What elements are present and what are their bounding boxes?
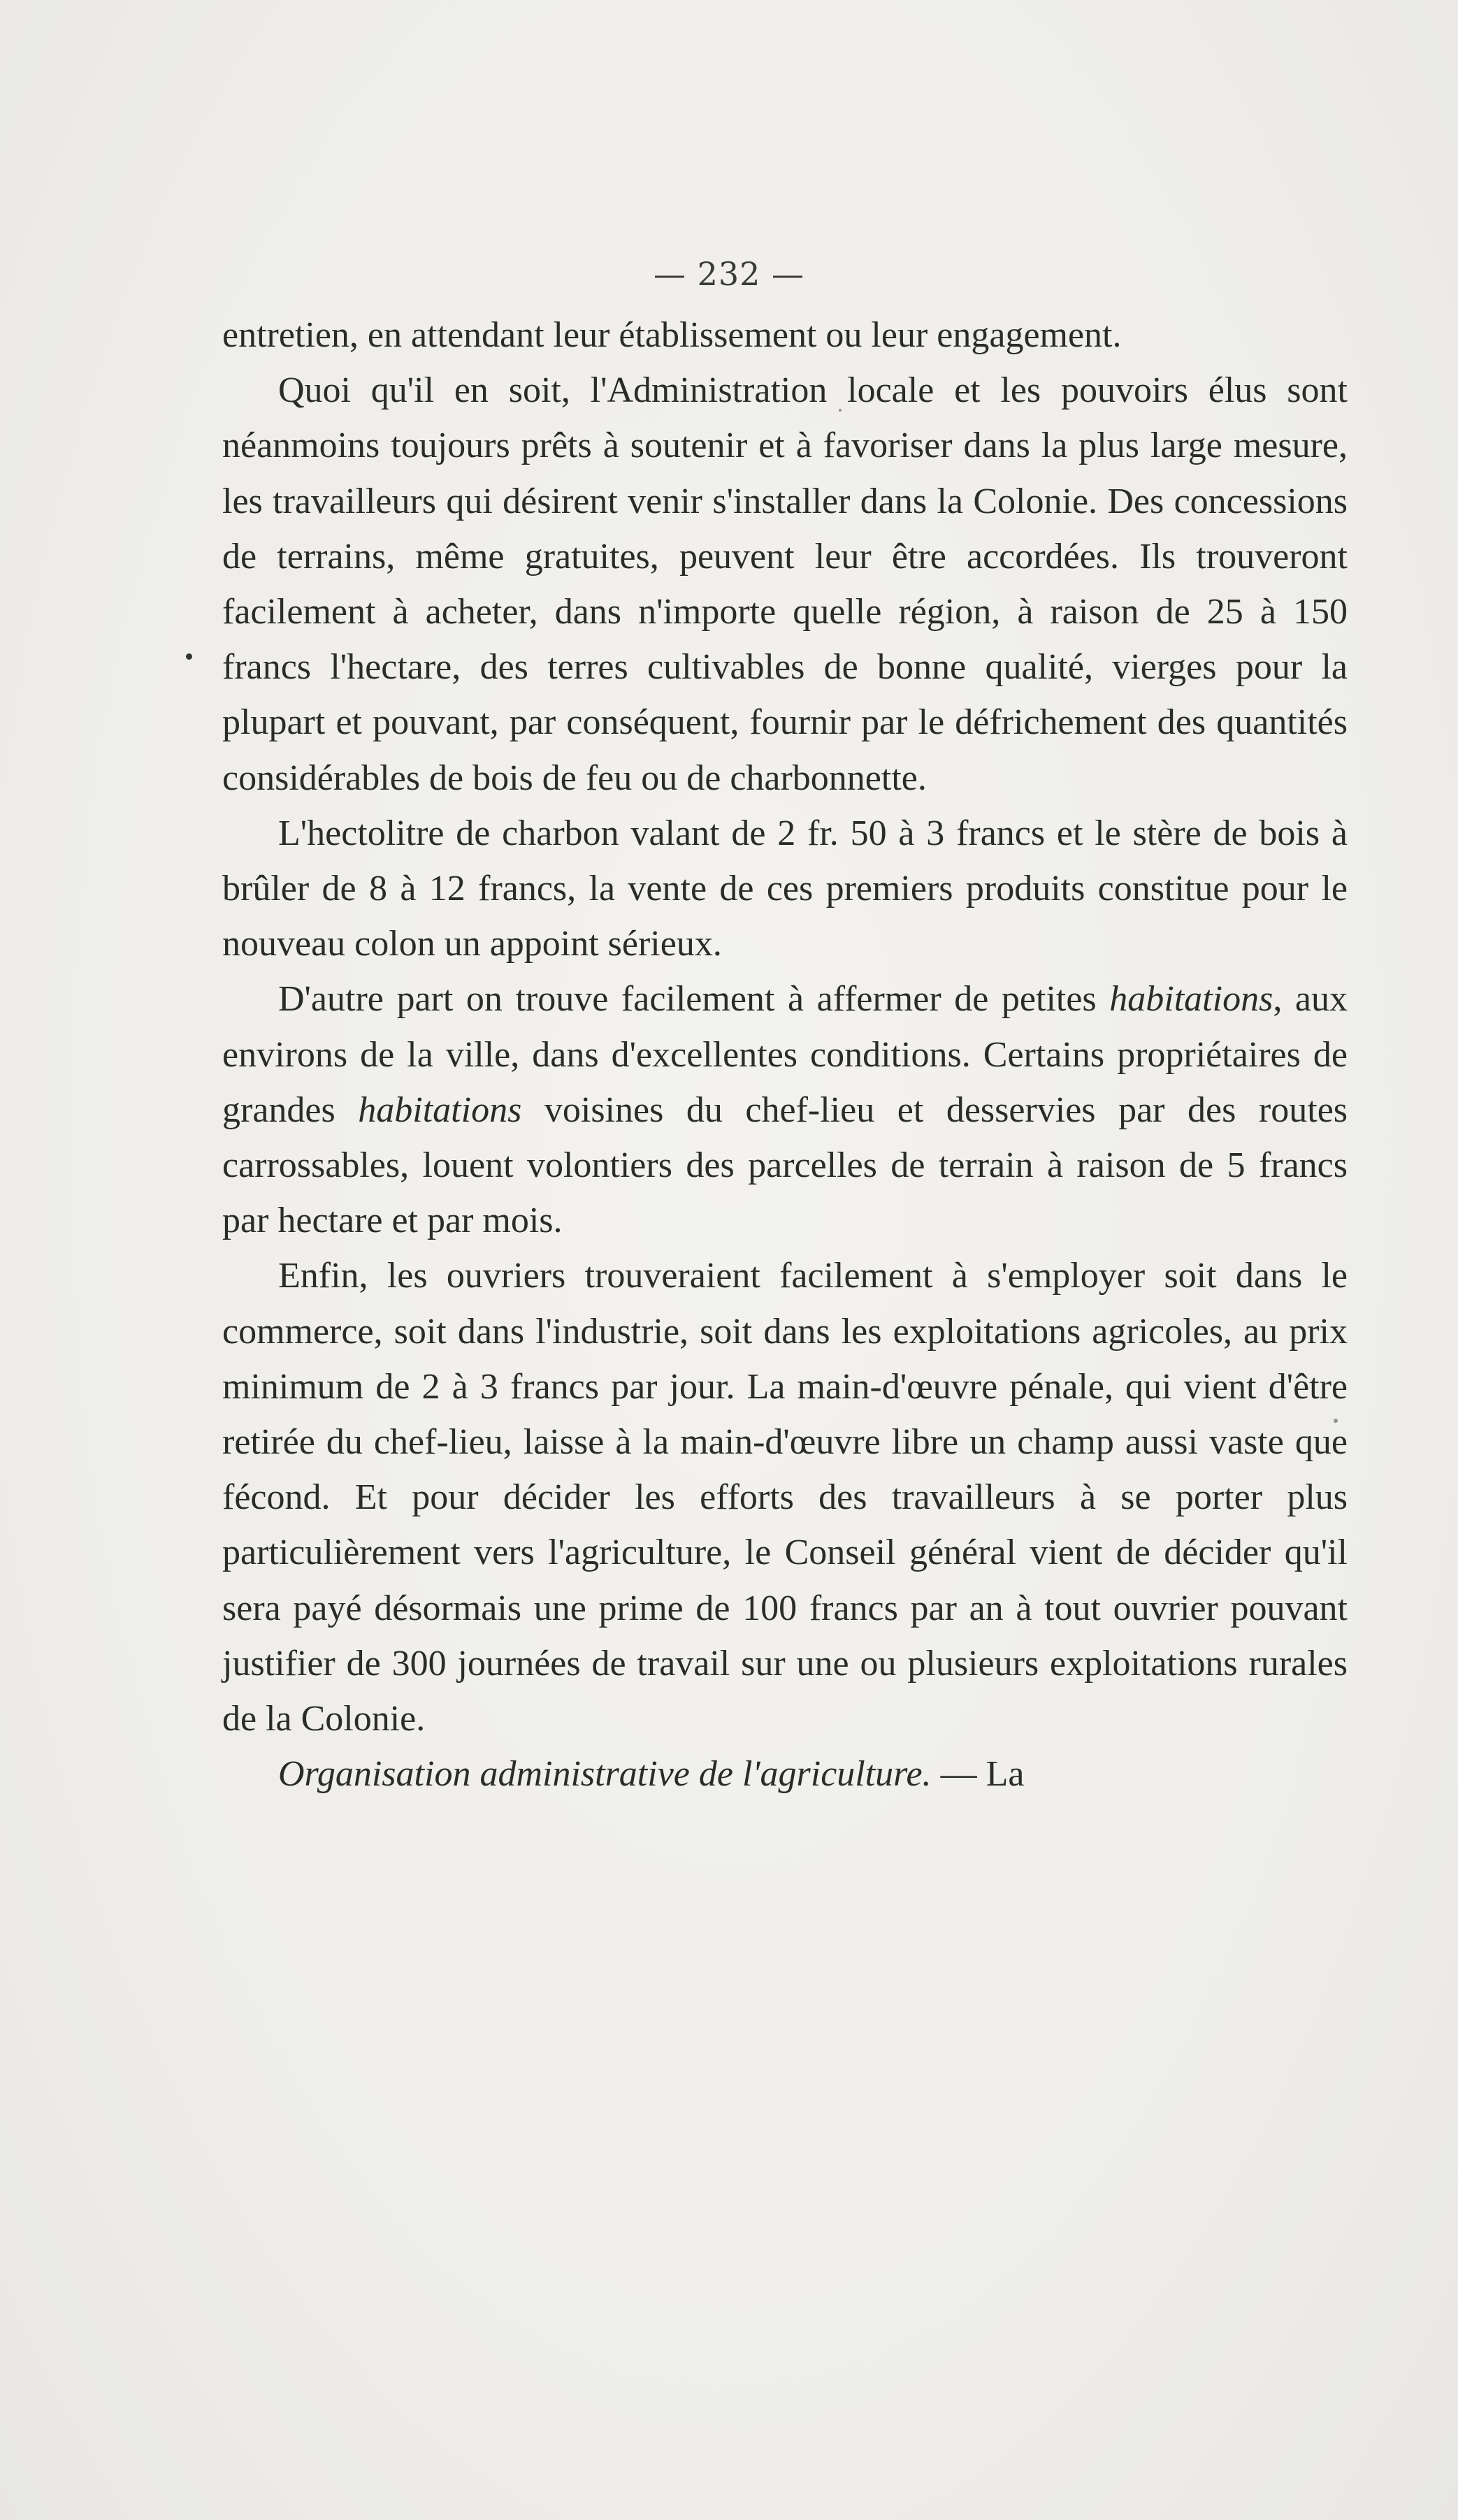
section-heading-continuation: — La [931, 1754, 1025, 1795]
paragraph: Enfin, les ouvriers trouveraient facilement à s'employer soit dans le commerce, soit dans l'industrie, soit dans les exploitations agricoles, au prix minimum de 2 à 3 francs par jour. La main-d'œuvre pénale, qui vient d'être retirée du chef-lieu, laisse à la main-d'œuvre libre un champ aussi vaste que fécond. Et pour décider les efforts des travailleurs à se porter plus particulièrement vers l'agriculture, le Conseil général vient de décider qu'il sera payé désormais une prime de 100 francs par an à tout ouvrier pouvant justifier de 300 journées de travail sur une ou plusieurs exploitations rurales de la Colonie. [222, 1256, 1348, 1739]
body-text [222, 307, 1348, 1802]
italic-term: habitations [358, 1089, 522, 1130]
paragraph: L'hectolitre de charbon valant de 2 fr. 50 à 3 francs et le stère de bois à brûler de 8 à 12 francs, la vente de ces premiers produits constitue pour le nouveau colon un appoint sérieux. [222, 813, 1348, 964]
section-heading-title: Organisation administrative de l'agriculture. [278, 1754, 932, 1795]
text-run: D'autre part on trouve facilement à affermer de petites [278, 979, 1110, 1020]
paragraph [222, 971, 1348, 1248]
section-heading [222, 1746, 1348, 1802]
italic-term: habitations [1109, 979, 1273, 1020]
margin-mark [186, 653, 192, 660]
paragraph: entretien, en attendant leur établissement ou leur engagement. [222, 315, 1122, 355]
page-number: — 232 — [653, 255, 805, 293]
text-run: , aux environs de la ville, dans d'excellentes conditions. Certains propriétaires de grandes [222, 979, 1348, 1130]
text-run: voisines du chef-lieu et desservies par des routes carrossables, louent volontiers des parcelles de terrain à raison de 5 francs par hectare et par mois. [222, 1089, 1348, 1241]
paragraph: Quoi qu'il en soit, l'Administration locale et les pouvoirs élus sont néanmoins toujours prêts à soutenir et à favoriser dans la plus large mesure, les travailleurs qui désirent venir s'installer dans la Colonie. Des concessions de terrains, même gratuites, peuvent leur être accordées. Ils trouveront facilement à acheter, dans n'importe quelle région, à raison de 25 à 150 francs l'hectare, des terres cultivables de bonne qualité, vierges pour la plupart et pouvant, par conséquent, fournir par le défrichement des quantités considérables de bois de feu ou de charbonnette. [222, 370, 1348, 798]
